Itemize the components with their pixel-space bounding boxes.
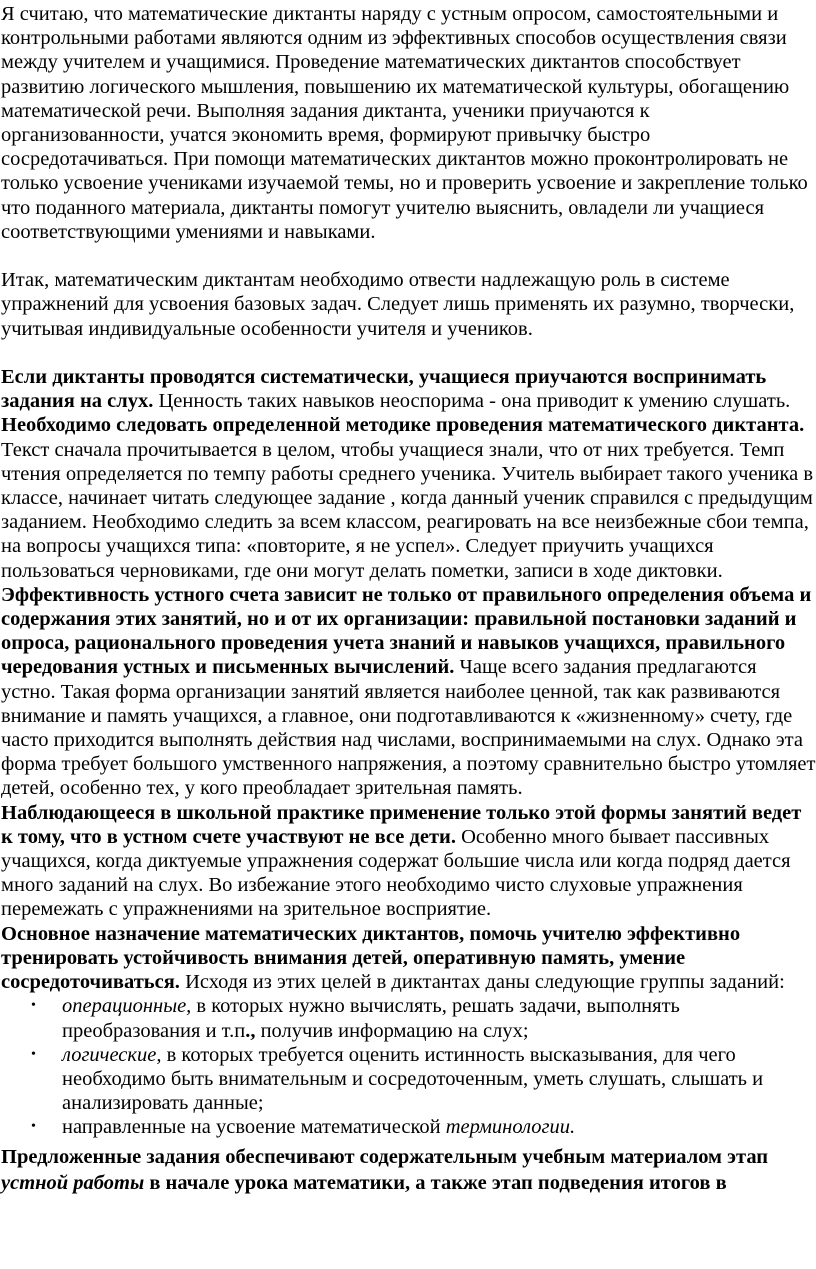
bold-text: Основное назначение математических диктантов, помочь учителю эффективно тренировать устойчивость внимания детей, оперативную память, умение сосредоточиваться. bbox=[1, 922, 741, 994]
body-text: Ценность таких навыков неоспорима - она приводит к умению слушать. bbox=[153, 390, 791, 413]
bullet-icon: • bbox=[31, 1046, 36, 1062]
bold-italic-text bbox=[1, 1172, 144, 1194]
bold-text: Наблюдающееся в школьной практике применение только этой формы занятий ведет к тому, что в устном счете участвуют не все дети. bbox=[1, 801, 802, 848]
paragraph-intro: Я считаю, что математические диктанты наряду с устным опросом, самостоятельными и контрольными работами являются одним из эффективных способов осуществления связи между учителем и учащимися. Проведение математических диктантов способствует развитию логического мышления, повышению их математической культуры, обогащению математической речи. Выполняя задания диктанта, ученики приучаются к организованности, учатся экономить время, формируют привычку быстро сосредотачиваться. При помощи математических диктантов можно проконтролировать не только усвоение учениками изучаемой темы, но и проверить усвоение и закрепление только что поданного материала, диктанты помогут учителю выяснить, овладели ли учащиеся соответствующими умениями и навыками. bbox=[1, 3, 808, 243]
bold-text: Эффективность устного счета зависит не только от правильного определения объема и содержания этих занятий, но и от их организации: правильной постановки заданий и опроса, рационального проведения учета знаний и навыков учащихся, правильного чередования устных и письменных вычислений. bbox=[1, 583, 812, 679]
body-text: Чаще всего задания предлагаются устно. Такая форма организации занятий является наиболее ценной, так как развиваются внимание и память учащихся, а главное, они подготавливаются к «жизненному» счету, где часто приходится выполнять действия над числами, воспринимаемыми на слух. Однако эта форма требует большого умственного напряжения, а поэтому сравнительно быстро утомляет детей, особенно тех, у кого преобладает зрительная память. bbox=[1, 656, 816, 800]
body-text: в которых нужно вычислять, решать задачи, выполнять преобразования и т.п bbox=[62, 995, 680, 1042]
bold-text: ., bbox=[245, 1019, 256, 1042]
italic-text: операционные, bbox=[62, 995, 192, 1018]
body-text: Особенно много бывает пассивных учащихся, когда диктуемые упражнения содержат большие числа или когда подряд дается много заданий на слух. Во избежание этого необходимо чисто слуховые упражнения перемежать с упражнениями на зрительное восприятие. bbox=[1, 825, 791, 921]
paragraph-conclusion: Итак, математическим диктантам необходимо отвести надлежащую роль в системе упражнений для усвоения базовых задач. Следует лишь применять их разумно, творчески, учитывая индивидуальные особенности учителя и учеников. bbox=[1, 269, 795, 340]
paragraph-effectiveness bbox=[1, 583, 816, 801]
paragraph-practice bbox=[1, 801, 816, 922]
bold-text: Предложенные задания обеспечивают содержательным учебным материалом этап bbox=[1, 1145, 769, 1168]
paragraph-gap bbox=[1, 244, 816, 268]
italic-text: логические, bbox=[62, 1043, 162, 1066]
paragraph-proposed-tasks bbox=[1, 1144, 816, 1196]
body-text: получив информацию на слух; bbox=[255, 1019, 529, 1042]
bold-text: Если диктанты проводятся систематически, учащиеся приучаются воспринимать задания на слух. bbox=[1, 366, 767, 413]
bold-text: в начале урока математики, а также этап подведения итогов в bbox=[144, 1171, 727, 1194]
paragraph-purpose bbox=[1, 922, 816, 995]
body-text: Текст сначала прочитывается в целом, чтобы учащиеся знали, что от них требуется. Темп чтения определяется по темпу работы среднего ученика. Учитель выбирает такого ученика в классе, начинает читать следующее задание , когда данный ученик справился с предыдущим заданием. Необходимо следить за всем классом, реагировать на все неизбежные сбои темпа, на вопросы учащихся типа: «повторите, я не успел». Следует приучить учащихся пользоваться черновиками, где они могут делать пометки, записи в ходе диктовки. bbox=[1, 438, 814, 582]
body-text: направленные на усвоение математической bbox=[62, 1116, 446, 1139]
list-item bbox=[31, 994, 816, 1042]
list-item bbox=[31, 1043, 816, 1116]
paragraph-gap bbox=[1, 341, 816, 365]
list-item bbox=[31, 1115, 816, 1139]
italic-text: терминологии. bbox=[445, 1116, 576, 1139]
bullet-icon: • bbox=[31, 1119, 36, 1135]
bullet-icon: • bbox=[31, 998, 36, 1014]
body-text: Исходя из этих целей в диктантах даны следующие группы заданий: bbox=[179, 971, 785, 994]
italic-text: устной работы bbox=[1, 1171, 145, 1194]
body-text: в которых требуется оценить истинность высказывания, для чего необходимо быть внимательным и сосредоточенным, уметь слушать, слышать и анализировать данные; bbox=[62, 1043, 764, 1115]
paragraph-systematic bbox=[1, 365, 816, 583]
bold-text: Необходимо следовать определенной методике проведения математического диктанта. bbox=[1, 414, 805, 437]
task-groups-list bbox=[1, 994, 816, 1139]
